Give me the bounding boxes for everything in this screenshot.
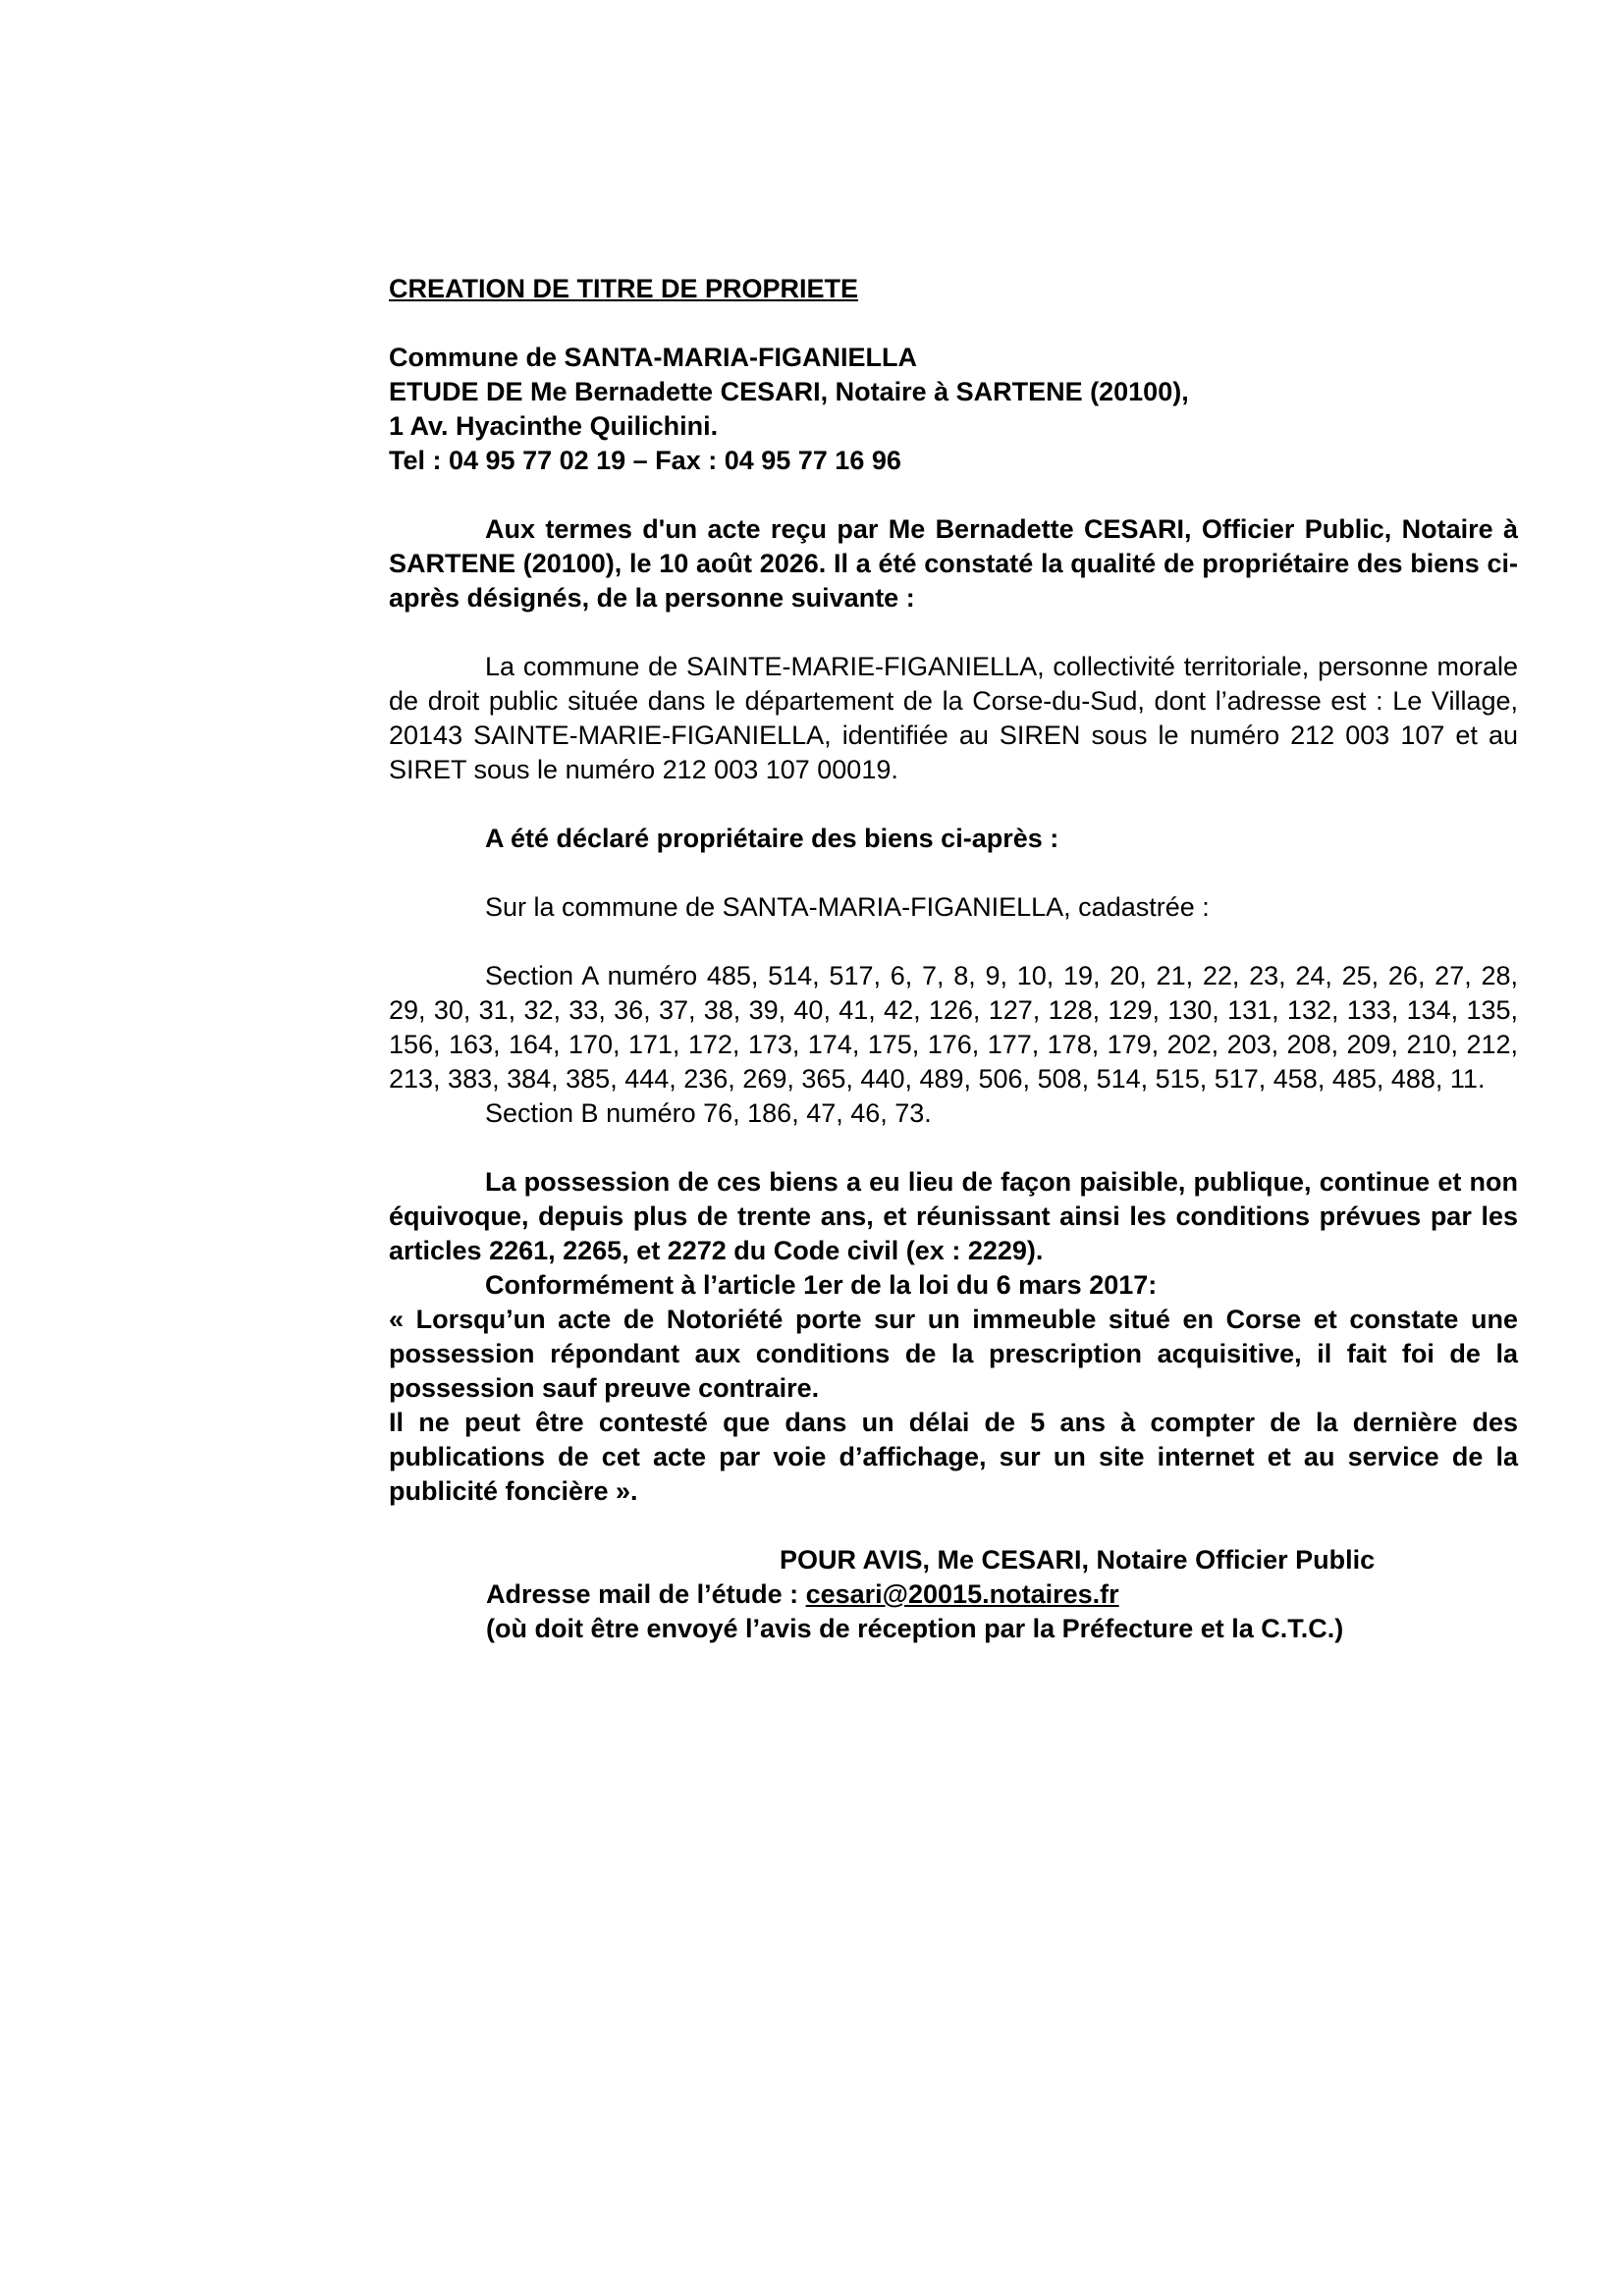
owner-paragraph: La commune de SAINTE-MARIE-FIGANIELLA, collectivité territoriale, personne morale de droit public située dans le département de la Corse-du-Sud, dont l’adresse est : Le Village, 20143 SAINTE-MARIE-FIGANIELLA, identifiée au SIREN sous le numéro 212 003 107 et au SIRET sous le numéro 212 003 107 00019. [389, 652, 1518, 784]
possession-paragraph: La possession de ces biens a eu lieu de façon paisible, publique, continue et non équivoque, depuis plus de trente ans, et réunissant ainsi les conditions prévues par les articles 2261, 2265, et 2272 du Code civil (ex : 2229). [389, 1167, 1518, 1265]
cadastre-intro: Sur la commune de SANTA-MARIA-FIGANIELLA, cadastrée : [485, 892, 1210, 922]
etude-line: ETUDE DE Me Bernadette CESARI, Notaire à SARTENE (20100), [389, 377, 1189, 406]
header-block [389, 341, 1518, 478]
address-line: 1 Av. Hyacinthe Quilichini. [389, 411, 719, 441]
declared-heading: A été déclaré propriétaire des biens ci-après : [485, 824, 1059, 853]
commune-line: Commune de SANTA-MARIA-FIGANIELLA [389, 343, 917, 372]
document-page [389, 272, 1518, 1646]
mail-label: Adresse mail de l’étude : [486, 1579, 806, 1609]
quote-paragraph-1: « Lorsqu’un acte de Notoriété porte sur un immeuble situé en Corse et constate une possession répondant aux conditions de la prescription acquisitive, il fait foi de la possession sauf preuve contraire. [389, 1305, 1518, 1403]
section-a-list: Section A numéro 485, 514, 517, 6, 7, 8, 9, 10, 19, 20, 21, 22, 23, 24, 25, 26, 27, 28, 29, 30, 31, 32, 33, 36, 37, 38, 39, 40, 41, 42, 126, 127, 128, 129, 130, 131, 132, 133, 134, 135, 156, 163, 164, 170, 171, 172, 173, 174, 175, 176, 177, 178, 179, 202, 203, 208, 209, 210, 212, 213, 383, 384, 385, 444, 236, 269, 365, 440, 489, 506, 508, 514, 515, 517, 458, 485, 488, 11. [389, 961, 1518, 1094]
section-b-list: Section B numéro 76, 186, 47, 46, 73. [485, 1098, 932, 1128]
phone-line: Tel : 04 95 77 02 19 – Fax : 04 95 77 16 96 [389, 446, 901, 475]
reception-note: (où doit être envoyé l’avis de réception par la Préfecture et la C.T.C.) [486, 1614, 1344, 1643]
intro-paragraph: Aux termes d'un acte reçu par Me Bernadette CESARI, Officier Public, Notaire à SARTENE (20100), le 10 août 2026. Il a été constaté la qualité de propriétaire des biens ci-après désignés, de la personne suivante : [389, 514, 1518, 613]
signature-block [389, 1543, 1518, 1646]
pour-avis-line: POUR AVIS, Me CESARI, Notaire Officier Public [780, 1545, 1376, 1575]
conformement-line: Conformément à l’article 1er de la loi du 6 mars 2017: [485, 1270, 1158, 1300]
email-link[interactable]: cesari@20015.notaires.fr [805, 1579, 1119, 1609]
quote-paragraph-2: Il ne peut être contesté que dans un délai de 5 ans à compter de la dernière des publications de cet acte par voie d’affichage, sur un site internet et au service de la publicité foncière ». [389, 1408, 1518, 1506]
mail-line [389, 1577, 1518, 1612]
document-title: CREATION DE TITRE DE PROPRIETE [389, 274, 859, 303]
